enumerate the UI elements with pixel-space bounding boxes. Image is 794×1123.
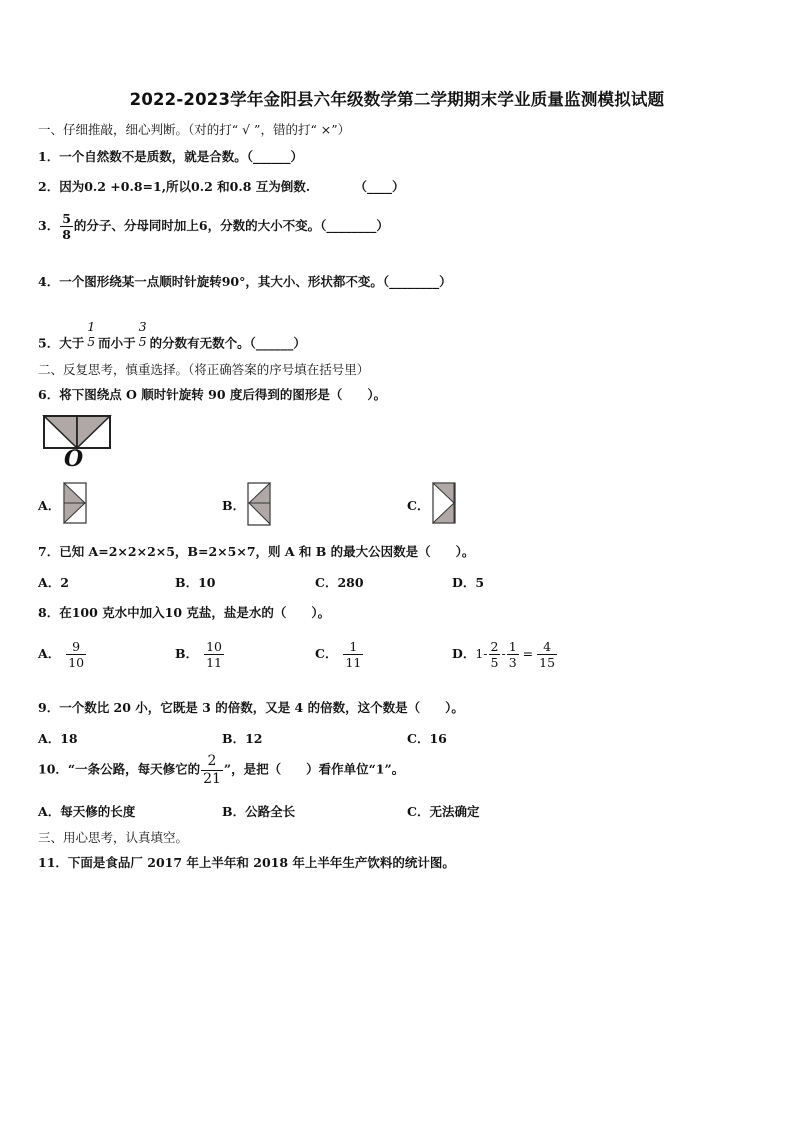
option-6c: C． bbox=[407, 498, 430, 513]
question-3-text: 的分子、分母同时加上6，分数的大小不变。（________） bbox=[73, 218, 389, 234]
option-10b: B．公路全长 bbox=[222, 804, 296, 819]
fraction: $\frac{10}{11}$ bbox=[206, 639, 222, 671]
option-7b: B．10 bbox=[175, 575, 216, 590]
option-6c-figure bbox=[432, 482, 456, 524]
question-5: 5．大于 1 5 而小于 3 5 的分数有无数个。（______） bbox=[38, 319, 306, 351]
option-7c: C．280 bbox=[315, 575, 364, 590]
option-8d: D．1- $\frac{2}{5}$ - $\frac{1}{3}$ = $\frac{4}{15}$ bbox=[452, 639, 556, 671]
question-8: 8．在100 克水中加入10 克盐，盐是水的（ ）。 bbox=[38, 605, 331, 620]
question-10: 10．“一条公路，每天修它的 $\frac{2}{21}$ ”，是把（ ）看作单位“1”。 bbox=[38, 753, 405, 787]
section1-heading: 一、仔细推敲，细心判断。（对的打“ √ ”，错的打“ ×”） bbox=[38, 122, 351, 137]
fraction: $\frac{1}{11}$ bbox=[345, 639, 362, 671]
fraction: $\frac{9}{10}$ bbox=[68, 639, 85, 671]
option-6b: B． bbox=[222, 498, 246, 513]
fraction: $\frac{2}{5}$ bbox=[490, 639, 499, 671]
question-1: 1．一个自然数不是质数，就是合数。（______） bbox=[38, 149, 303, 164]
option-7a: A．2 bbox=[38, 575, 69, 590]
question-3-number: 3． bbox=[38, 218, 60, 234]
question-4: 4．一个图形绕某一点顺时针旋转90°，其大小、形状都不变。（________） bbox=[38, 274, 452, 289]
point-o-label: O bbox=[64, 446, 84, 472]
fraction: $\frac{2}{21}$ bbox=[203, 753, 221, 787]
option-7d: D．5 bbox=[452, 575, 485, 590]
question-2-text: 2．因为0.2 +0.8=1,所以0.2 和0.8 互为倒数. bbox=[38, 179, 311, 194]
option-8c: C． $\frac{1}{11}$ bbox=[315, 639, 362, 671]
page-title: 2022-2023学年金阳县六年级数学第二学期期末学业质量监测模拟试题 bbox=[129, 90, 665, 109]
question-3 bbox=[38, 212, 389, 241]
option-10a: A．每天修的长度 bbox=[38, 804, 136, 819]
option-6a: A． bbox=[38, 498, 61, 513]
fraction: 1 5 bbox=[87, 319, 96, 350]
fraction: $\frac{1}{3}$ bbox=[508, 639, 517, 671]
option-6b-figure bbox=[247, 482, 271, 526]
fraction: $\frac{4}{15}$ bbox=[539, 639, 556, 671]
fraction: 3 5 bbox=[138, 319, 147, 350]
fraction: $\frac{5}{8}$ bbox=[62, 211, 71, 243]
question-6: 6．将下图绕点 O 顺时针旋转 90 度后得到的图形是（ ）。 bbox=[38, 387, 387, 402]
option-9c: C．16 bbox=[407, 731, 447, 746]
option-6a-figure bbox=[63, 482, 87, 524]
question-2-blank: （____） bbox=[354, 179, 405, 194]
option-9b: B．12 bbox=[222, 731, 263, 746]
question-2 bbox=[38, 177, 404, 195]
question-7: 7．已知 A=2×2×2×5，B=2×5×7，则 A 和 B 的最大公因数是（ ）。 bbox=[38, 544, 475, 559]
section3-heading: 三、用心思考，认真填空。 bbox=[38, 830, 189, 845]
option-9a: A．18 bbox=[38, 731, 78, 746]
question-11: 11．下面是食品厂 2017 年上半年和 2018 年上半年生产饮料的统计图。 bbox=[38, 855, 455, 870]
question-9: 9．一个数比 20 小，它既是 3 的倍数，又是 4 的倍数，这个数是（ ）。 bbox=[38, 700, 464, 715]
section2-heading: 二、反复思考，慎重选择。（将正确答案的序号填在括号里） bbox=[38, 362, 370, 377]
option-8a: A． $\frac{9}{10}$ bbox=[38, 639, 85, 671]
option-10c: C．无法确定 bbox=[407, 804, 480, 819]
option-8b: B． $\frac{10}{11}$ bbox=[175, 639, 222, 671]
